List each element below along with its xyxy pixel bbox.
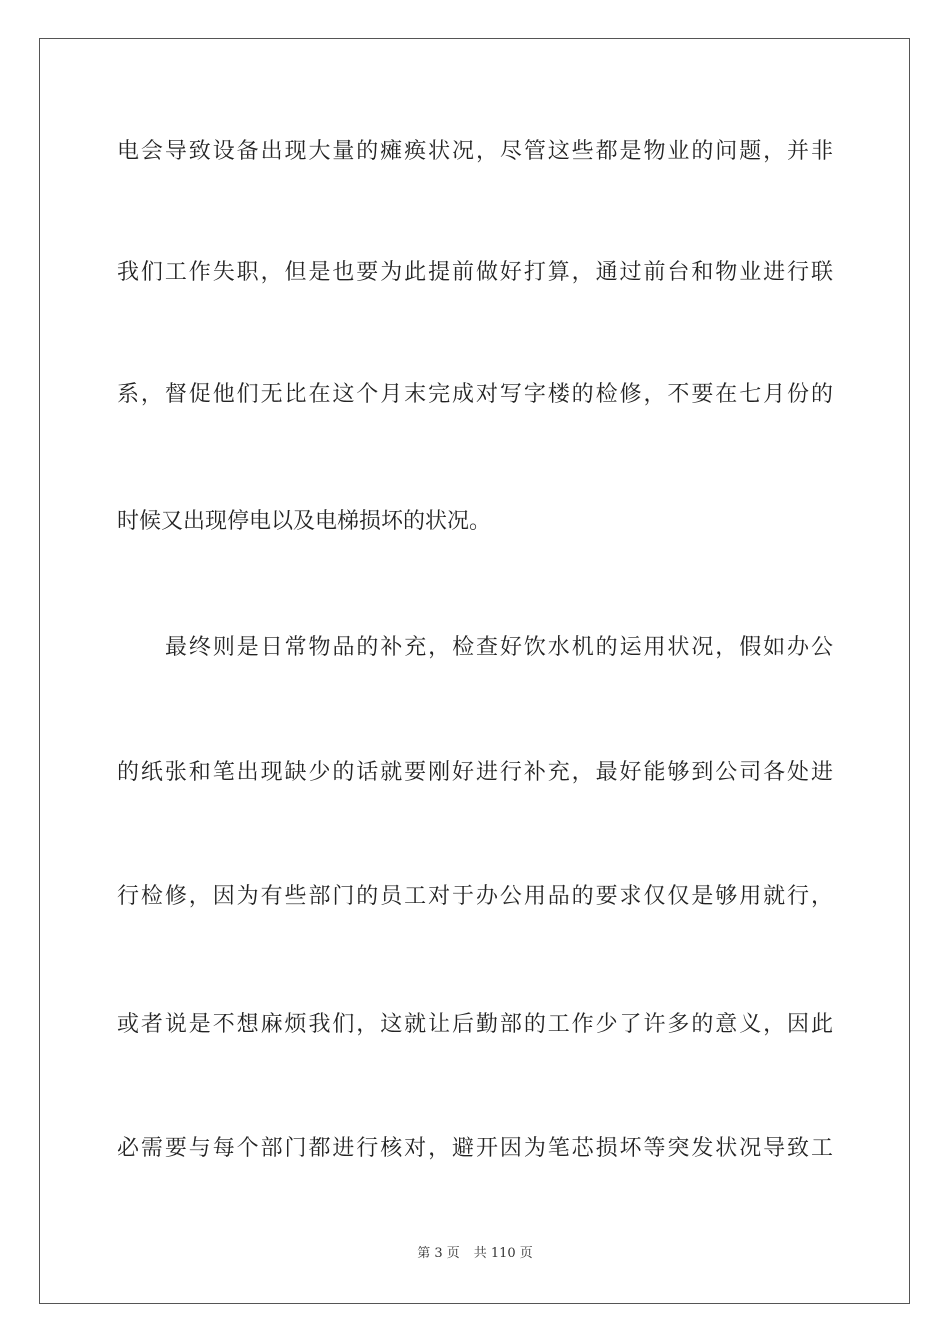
paragraph-first-line: 最终则是日常物品的补充，检查好饮水机的运用状况，假如办公 [165,635,833,660]
paragraph-line: 的纸张和笔出现缺少的话就要刚好进行补充，最好能够到公司各处进 [117,760,833,785]
paragraph-line: 电会导致设备出现大量的瘫痪状况，尽管这些都是物业的问题，并非 [117,139,833,164]
paragraph-line: 或者说是不想麻烦我们，这就让后勤部的工作少了许多的意义，因此 [117,1012,833,1037]
page-border [39,38,910,1304]
paragraph-line: 时候又出现停电以及电梯损坏的状况。 [117,509,492,534]
total-pages: 共 110 页 [473,1246,533,1261]
paragraph-line: 必需要与每个部门都进行核对，避开因为笔芯损坏等突发状况导致工 [117,1136,833,1161]
paragraph-line: 系，督促他们无比在这个月末完成对写字楼的检修，不要在七月份的 [117,382,833,407]
paragraph-line: 行检修，因为有些部门的员工对于办公用品的要求仅仅是够用就行， [117,884,833,909]
page-number: 第 3 页 [417,1246,460,1261]
page-footer [0,1245,950,1263]
paragraph-line: 我们工作失职，但是也要为此提前做好打算，通过前台和物业进行联 [117,260,833,285]
